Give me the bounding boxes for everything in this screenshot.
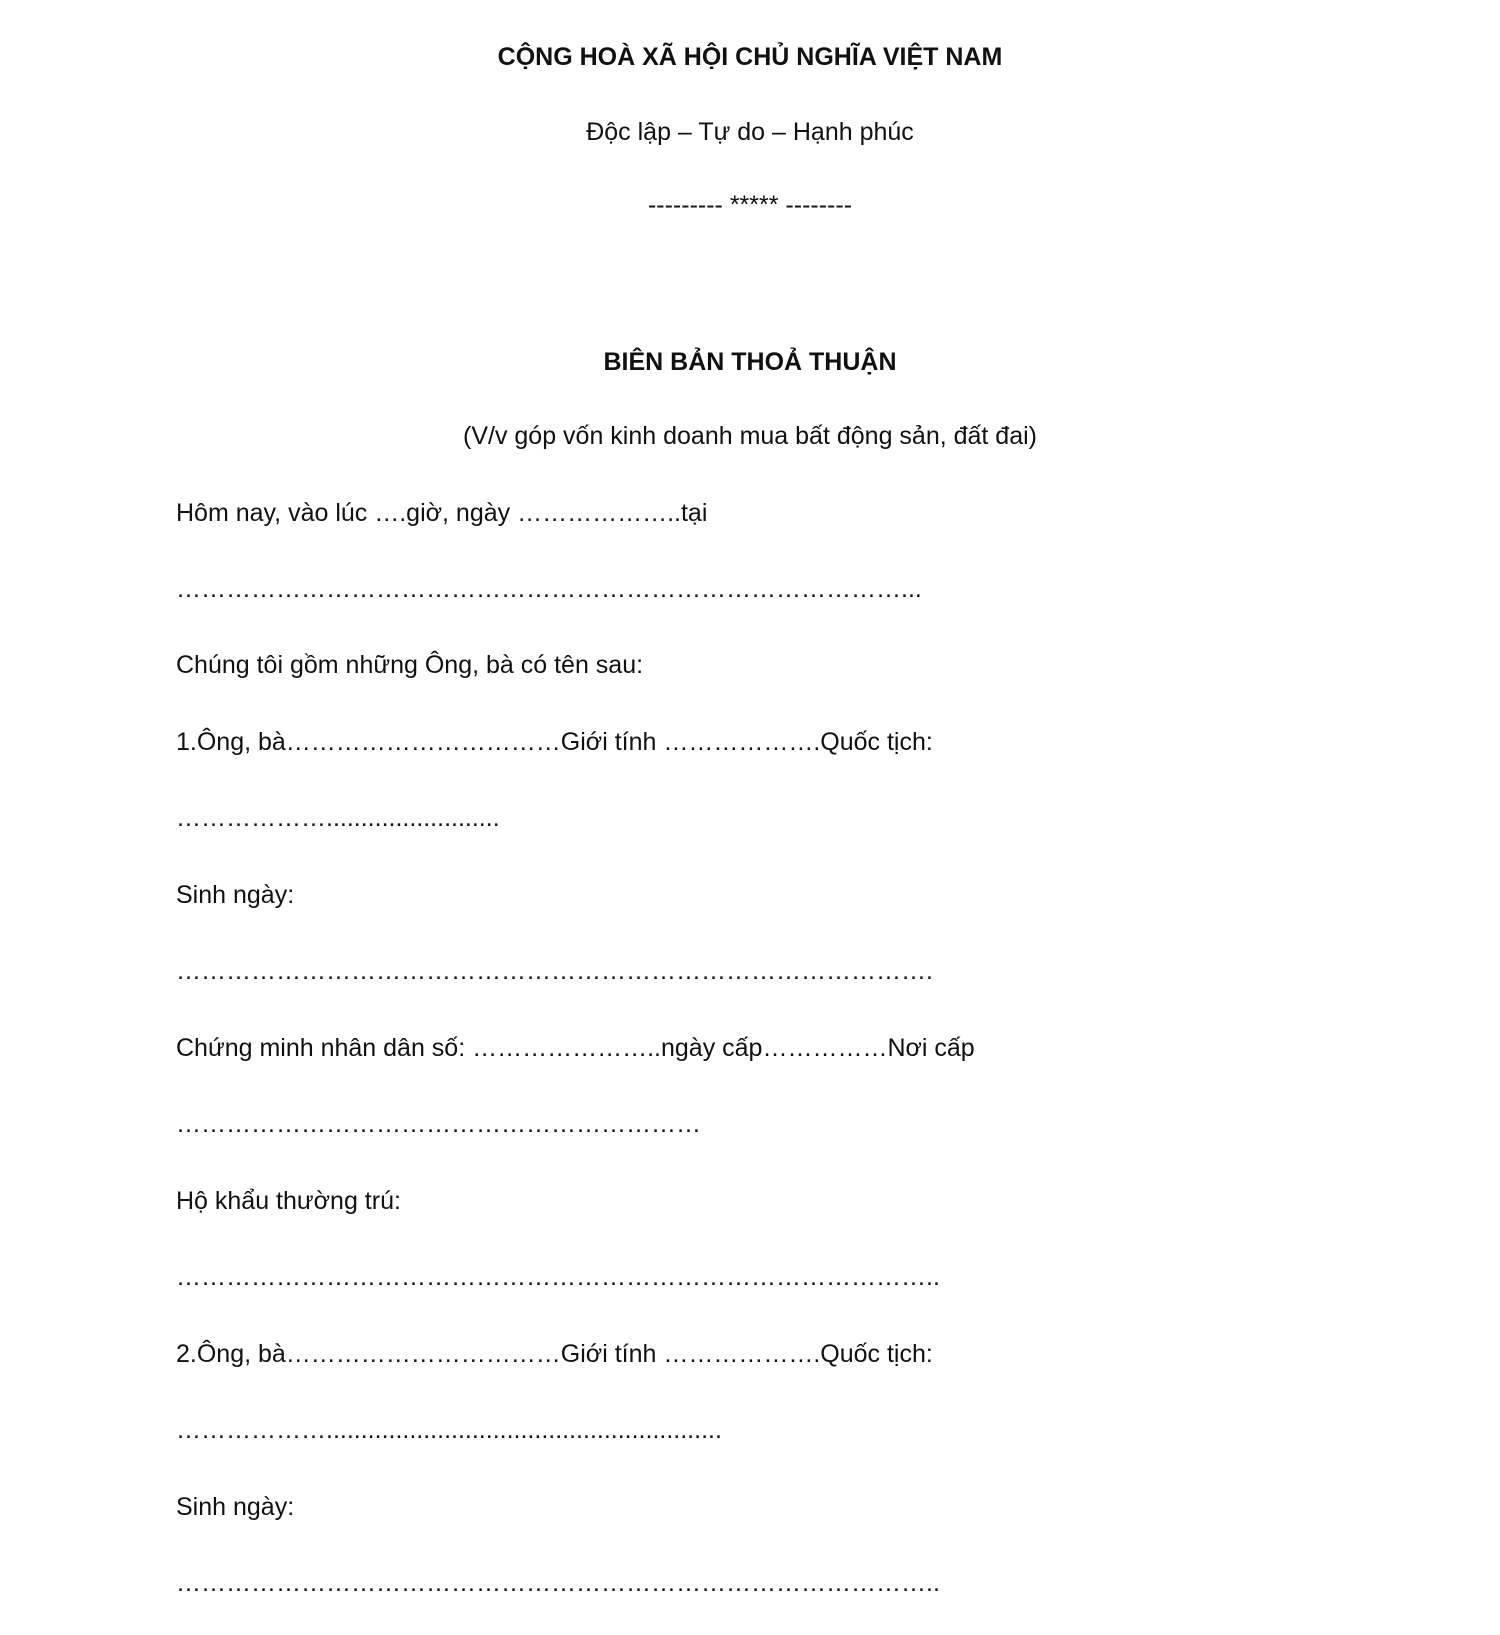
party2-dob-dots: ……………………………………………………………………………….. — [176, 1569, 940, 1597]
party1-dob-label: Sinh ngày: — [176, 881, 295, 909]
intro-dots: ……………………………………………………………………………... — [176, 575, 922, 603]
party1-residence-dots: ……………………………………………………………………………….. — [176, 1263, 940, 1291]
party1-id-line: Chứng minh nhân dân số: …………………..ngày cấp……………Nơi cấp — [176, 1034, 975, 1062]
intro-line: Hôm nay, vào lúc ….giờ, ngày ………………..tại — [176, 499, 708, 527]
document-title: BIÊN BẢN THOẢ THUẬN — [603, 348, 897, 376]
party1-residence-label: Hộ khẩu thường trú: — [176, 1187, 401, 1215]
party1-dob-dots: ………………………………………………………………………………. — [176, 957, 933, 985]
party2-name-line: 2.Ông, bà……………………………Giới tính ……………….Quốc tịch: — [176, 1340, 933, 1368]
party1-id-dots: ……………………………………………………… — [176, 1110, 701, 1138]
party1-name-line: 1.Ông, bà……………………………Giới tính ……………….Quốc tịch: — [176, 728, 933, 756]
parties-intro: Chúng tôi gồm những Ông, bà có tên sau: — [176, 651, 644, 679]
party2-dob-label: Sinh ngày: — [176, 1493, 295, 1521]
nation-heading: CỘNG HOÀ XÃ HỘI CHỦ NGHĨA VIỆT NAM — [497, 43, 1003, 71]
header-separator: --------- ***** -------- — [647, 191, 853, 219]
motto: Độc lập – Tự do – Hạnh phúc — [586, 118, 914, 146]
party1-name-dots: ………………......................... — [176, 804, 500, 832]
party2-name-dots: ………………......................................................... — [176, 1416, 722, 1444]
document-subtitle: (V/v góp vốn kinh doanh mua bất động sản, đất đai) — [463, 422, 1037, 450]
